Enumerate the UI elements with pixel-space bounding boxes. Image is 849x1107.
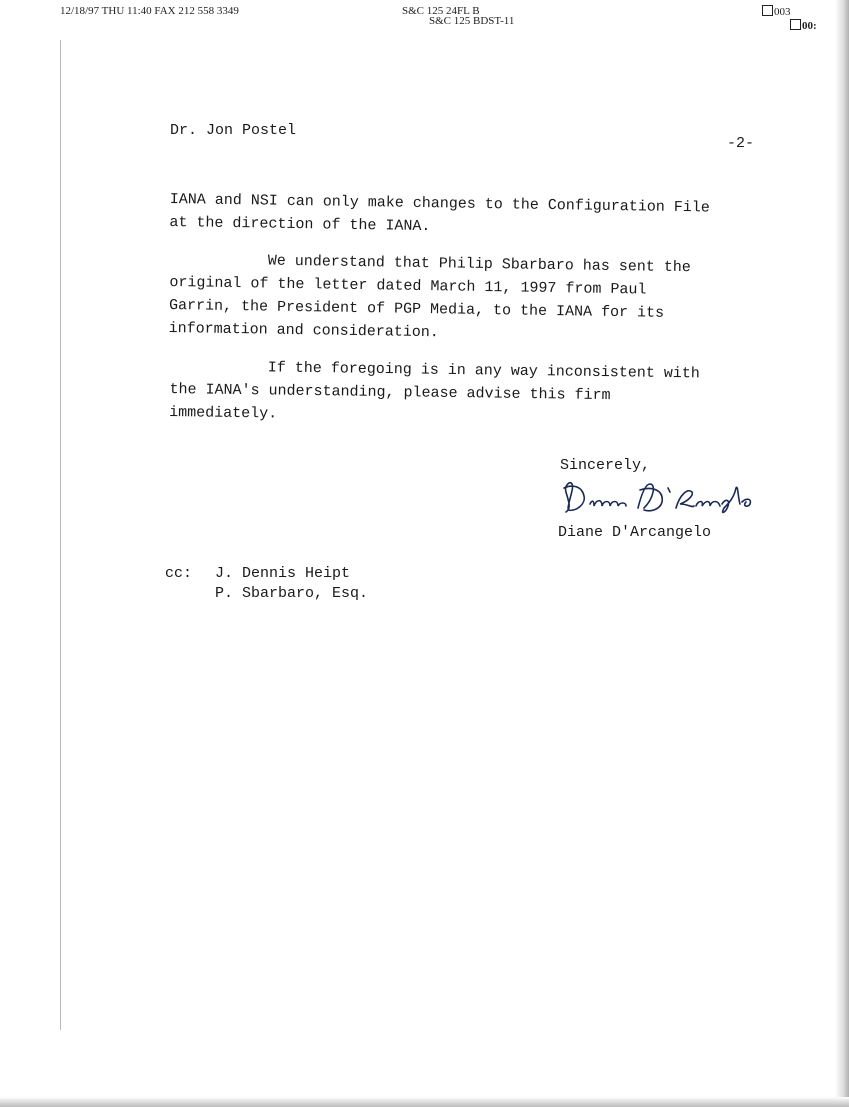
fax-page-icon — [790, 19, 801, 30]
paragraph-line: the IANA's understanding, please advise this firm — [169, 380, 611, 405]
paragraph-line: IANA and NSI can only make changes to the Configuration File — [169, 190, 710, 217]
scan-edge-right — [835, 0, 849, 1107]
paragraph-line: We understand that Philip Sbarbaro has sent the — [267, 252, 691, 277]
signer-name: Diane D'Arcangelo — [558, 524, 712, 541]
paragraph-line: immediately. — [169, 403, 278, 423]
closing: Sincerely, — [560, 457, 651, 474]
fax-page-icon — [762, 5, 773, 16]
cc-row — [165, 584, 368, 604]
cc-label: cc: — [165, 565, 193, 582]
fax-header-center-2: S&C 125 BDST-11 — [429, 15, 515, 27]
handwritten-signature — [560, 478, 780, 523]
fax-header — [0, 3, 849, 33]
paragraph-line: information and consideration. — [168, 319, 439, 342]
paragraph-3 — [169, 355, 700, 431]
fax-header-center-1: S&C 125 24FL B — [402, 5, 480, 17]
paragraph-line: If the foregoing is in any way inconsistent with — [267, 359, 700, 383]
cc-recipient: J. Dennis Heipt — [215, 565, 351, 582]
fax-header-right-1: 003 — [762, 5, 791, 18]
fax-header-right-2: 00: — [790, 19, 817, 32]
page-number: -2- — [727, 135, 755, 152]
paragraph-line: at the direction of the IANA. — [169, 213, 431, 236]
fax-header-left: 12/18/97 THU 11:40 FAX 212 558 3349 — [60, 5, 239, 17]
scan-edge-bottom — [0, 1097, 849, 1107]
addressee: Dr. Jon Postel — [170, 122, 297, 139]
paragraph-2 — [169, 248, 691, 348]
paragraph-line: Garrin, the President of PGP Media, to the IANA for its — [168, 296, 665, 322]
cc-block — [165, 564, 368, 604]
paragraph-line: original of the letter dated March 11, 1997 from Paul — [169, 273, 647, 299]
cc-row — [165, 564, 368, 584]
margin-line — [60, 40, 61, 1030]
cc-recipient: P. Sbarbaro, Esq. — [215, 585, 369, 602]
paragraph-1 — [169, 188, 710, 242]
